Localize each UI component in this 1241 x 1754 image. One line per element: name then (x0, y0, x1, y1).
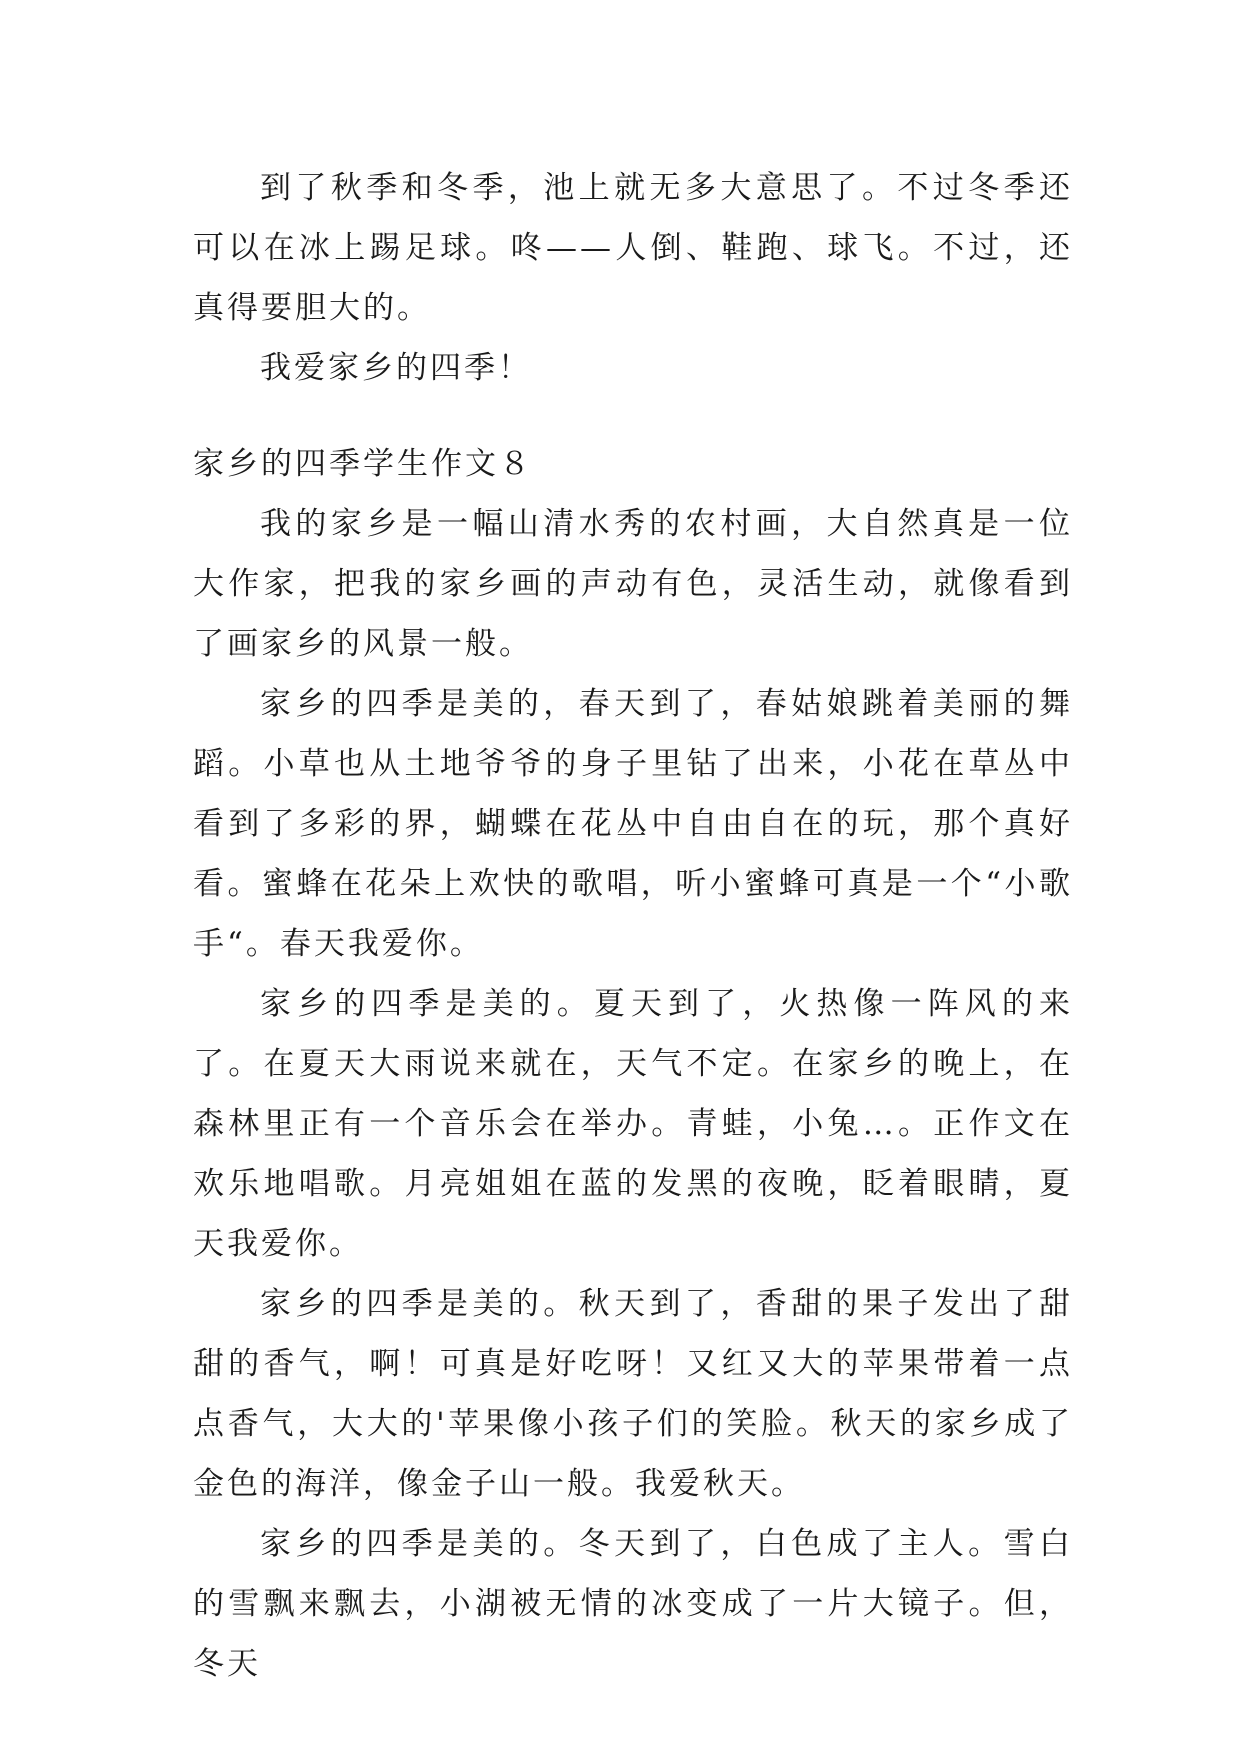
paragraph-spring: 家乡的四季是美的，春天到了，春姑娘跳着美丽的舞蹈。小草也从土地爷爷的身子里钻了出来，小花在草丛中看到了多彩的界，蝴蝶在花丛中自由自在的玩，那个真好看。蜜蜂在花朵上欢快的歌唱，听小蜜蜂可真是一个“小歌手“。春天我爱你。 (193, 686, 1073, 962)
paragraph-winter: 家乡的四季是美的。冬天到了，白色成了主人。雪白的雪飘来飘去，小湖被无情的冰变成了一片大镜子。但，冬天 (193, 1526, 1073, 1682)
paragraph-summer: 家乡的四季是美的。夏天到了，火热像一阵风的来了。在夏天大雨说来就在，天气不定。在家乡的晚上，在森林里正有一个音乐会在举办。青蛙，小兔…。正作文在欢乐地唱歌。月亮姐姐在蓝的发黑的夜晚，眨着眼睛，夏天我爱你。 (193, 986, 1073, 1262)
paragraph-autumn-winter-pond: 到了秋季和冬季，池上就无多大意思了。不过冬季还可以在冰上踢足球。咚——人倒、鞋跑、球飞。不过，还真得要胆大的。 (193, 170, 1073, 326)
document-page (193, 158, 1073, 1694)
paragraph-autumn: 家乡的四季是美的。秋天到了，香甜的果子发出了甜甜的香气，啊！可真是好吃呀！又红又大的苹果带着一点点香气，大大的'苹果像小孩子们的笑脸。秋天的家乡成了金色的海洋，像金子山一般。我爱秋天。 (193, 1286, 1073, 1502)
paragraph-intro: 我的家乡是一幅山清水秀的农村画，大自然真是一位大作家，把我的家乡画的声动有色，灵活生动，就像看到了画家乡的风景一般。 (193, 506, 1073, 662)
paragraph-love-seasons: 我爱家乡的四季！ (260, 350, 532, 386)
section-title: 家乡的四季学生作文８ (193, 446, 533, 482)
